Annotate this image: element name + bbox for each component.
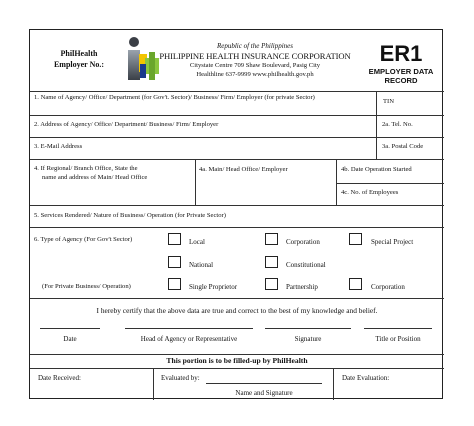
form-code: ER1 [379, 41, 423, 66]
er1-form [29, 29, 443, 399]
label-single-proprietor: Single Proprietor [189, 283, 238, 291]
label-corporation-private: Corporation [371, 283, 405, 291]
field-2a-tel[interactable]: 2a. Tel. No. [382, 121, 413, 128]
head-caption: Head of Agency or Representative [140, 335, 238, 343]
label-partnership: Partnership [286, 283, 318, 291]
divider [30, 298, 444, 299]
divider [30, 205, 444, 206]
label-national: National [189, 261, 214, 269]
label-special-project: Special Project [371, 238, 414, 246]
checkbox-national[interactable] [168, 256, 181, 268]
name-signature-caption: Name and Signature [235, 389, 293, 397]
field-4a-main-office[interactable]: 4a. Main/ Head Office/ Employer [199, 166, 288, 173]
republic-text: Republic of the Philippines [216, 42, 293, 50]
field-3a-postal[interactable]: 3a. Postal Code [382, 143, 424, 150]
divider [336, 183, 444, 184]
label-constitutional: Constitutional [286, 261, 326, 269]
date-caption: Date [63, 335, 77, 343]
label-local: Local [189, 238, 205, 246]
corporation-contact: Healthline 637-9999 www.philhealth.gov.ph [196, 70, 314, 78]
field-2-address[interactable]: 2. Address of Agency/ Office/ Department/ Business/ Firm/ Employer [34, 121, 219, 128]
field-6-agency-type: 6. Type of Agency (For Gov't Sector) [34, 236, 133, 243]
divider [30, 137, 444, 138]
checkbox-special-project[interactable] [349, 233, 362, 245]
field-6-private-label: (For Private Business/ Operation) [42, 283, 131, 290]
employer-label-line1: PhilHealth [60, 49, 98, 58]
date-sign-line[interactable] [40, 328, 100, 329]
signature-line[interactable] [265, 328, 351, 329]
corporation-address: Citystate Centre 709 Shaw Boulevard, Pasig City [189, 62, 321, 69]
employer-label-line2: Employer No.: [53, 60, 105, 69]
divider [153, 368, 154, 400]
employer-number-label [44, 48, 114, 70]
title-sign-line[interactable] [364, 328, 432, 329]
evaluated-by-field[interactable]: Evaluated by: [161, 374, 200, 382]
form-title-line1: EMPLOYER DATA [368, 67, 434, 76]
divider [30, 115, 444, 116]
title-caption: Title or Position [375, 335, 421, 343]
divider [333, 368, 334, 400]
checkbox-single-proprietor[interactable] [168, 278, 181, 290]
divider [195, 159, 196, 205]
field-1-agency-name[interactable]: 1. Name of Agency/ Office/ Department (for Gov't. Sector)/ Business/ Firm/ Employer (for private Sector) [34, 94, 315, 101]
certification-statement: I hereby certify that the above data are true and correct to the best of my knowledge and belief. [96, 306, 378, 315]
form-code-block [361, 43, 441, 85]
checkbox-corporation[interactable] [265, 233, 278, 245]
field-3-email[interactable]: 3. E-Mail Address [34, 143, 83, 150]
field-4-line2: name and address of Main/ Head Office [42, 173, 148, 181]
agency-header-text [150, 42, 360, 79]
label-corporation: Corporation [286, 238, 320, 246]
field-4b-date-started[interactable]: 4b. Date Operation Started [341, 166, 412, 173]
divider [30, 227, 444, 228]
field-4-line1: 4. If Regional/ Branch Office, State the [34, 165, 138, 172]
checkbox-local[interactable] [168, 233, 181, 245]
date-received-field[interactable]: Date Received: [38, 374, 81, 382]
signature-caption: Signature [294, 335, 322, 343]
field-4c-employees[interactable]: 4c. No. of Employees [341, 189, 399, 196]
evaluator-sign-line[interactable] [206, 383, 322, 384]
divider [30, 354, 444, 355]
checkbox-corporation-private[interactable] [349, 278, 362, 290]
field-4-regional-branch[interactable] [34, 165, 192, 182]
head-sign-line[interactable] [125, 328, 253, 329]
divider [336, 159, 337, 205]
divider [30, 368, 444, 369]
field-tin[interactable]: TIN [383, 98, 394, 105]
checkbox-constitutional[interactable] [265, 256, 278, 268]
field-5-services[interactable]: 5. Services Rendered/ Nature of Business/ Operation (for Private Sector) [34, 212, 226, 219]
divider [30, 91, 444, 92]
date-evaluation-field[interactable]: Date Evaluation: [342, 374, 390, 382]
checkbox-partnership[interactable] [265, 278, 278, 290]
divider [30, 159, 444, 160]
divider [376, 91, 377, 159]
corporation-name: PHILIPPINE HEALTH INSURANCE CORPORATION [159, 51, 351, 61]
philhealth-banner: This portion is to be filled-up by PhilHealth [166, 356, 308, 365]
form-title-line2: RECORD [384, 76, 418, 85]
